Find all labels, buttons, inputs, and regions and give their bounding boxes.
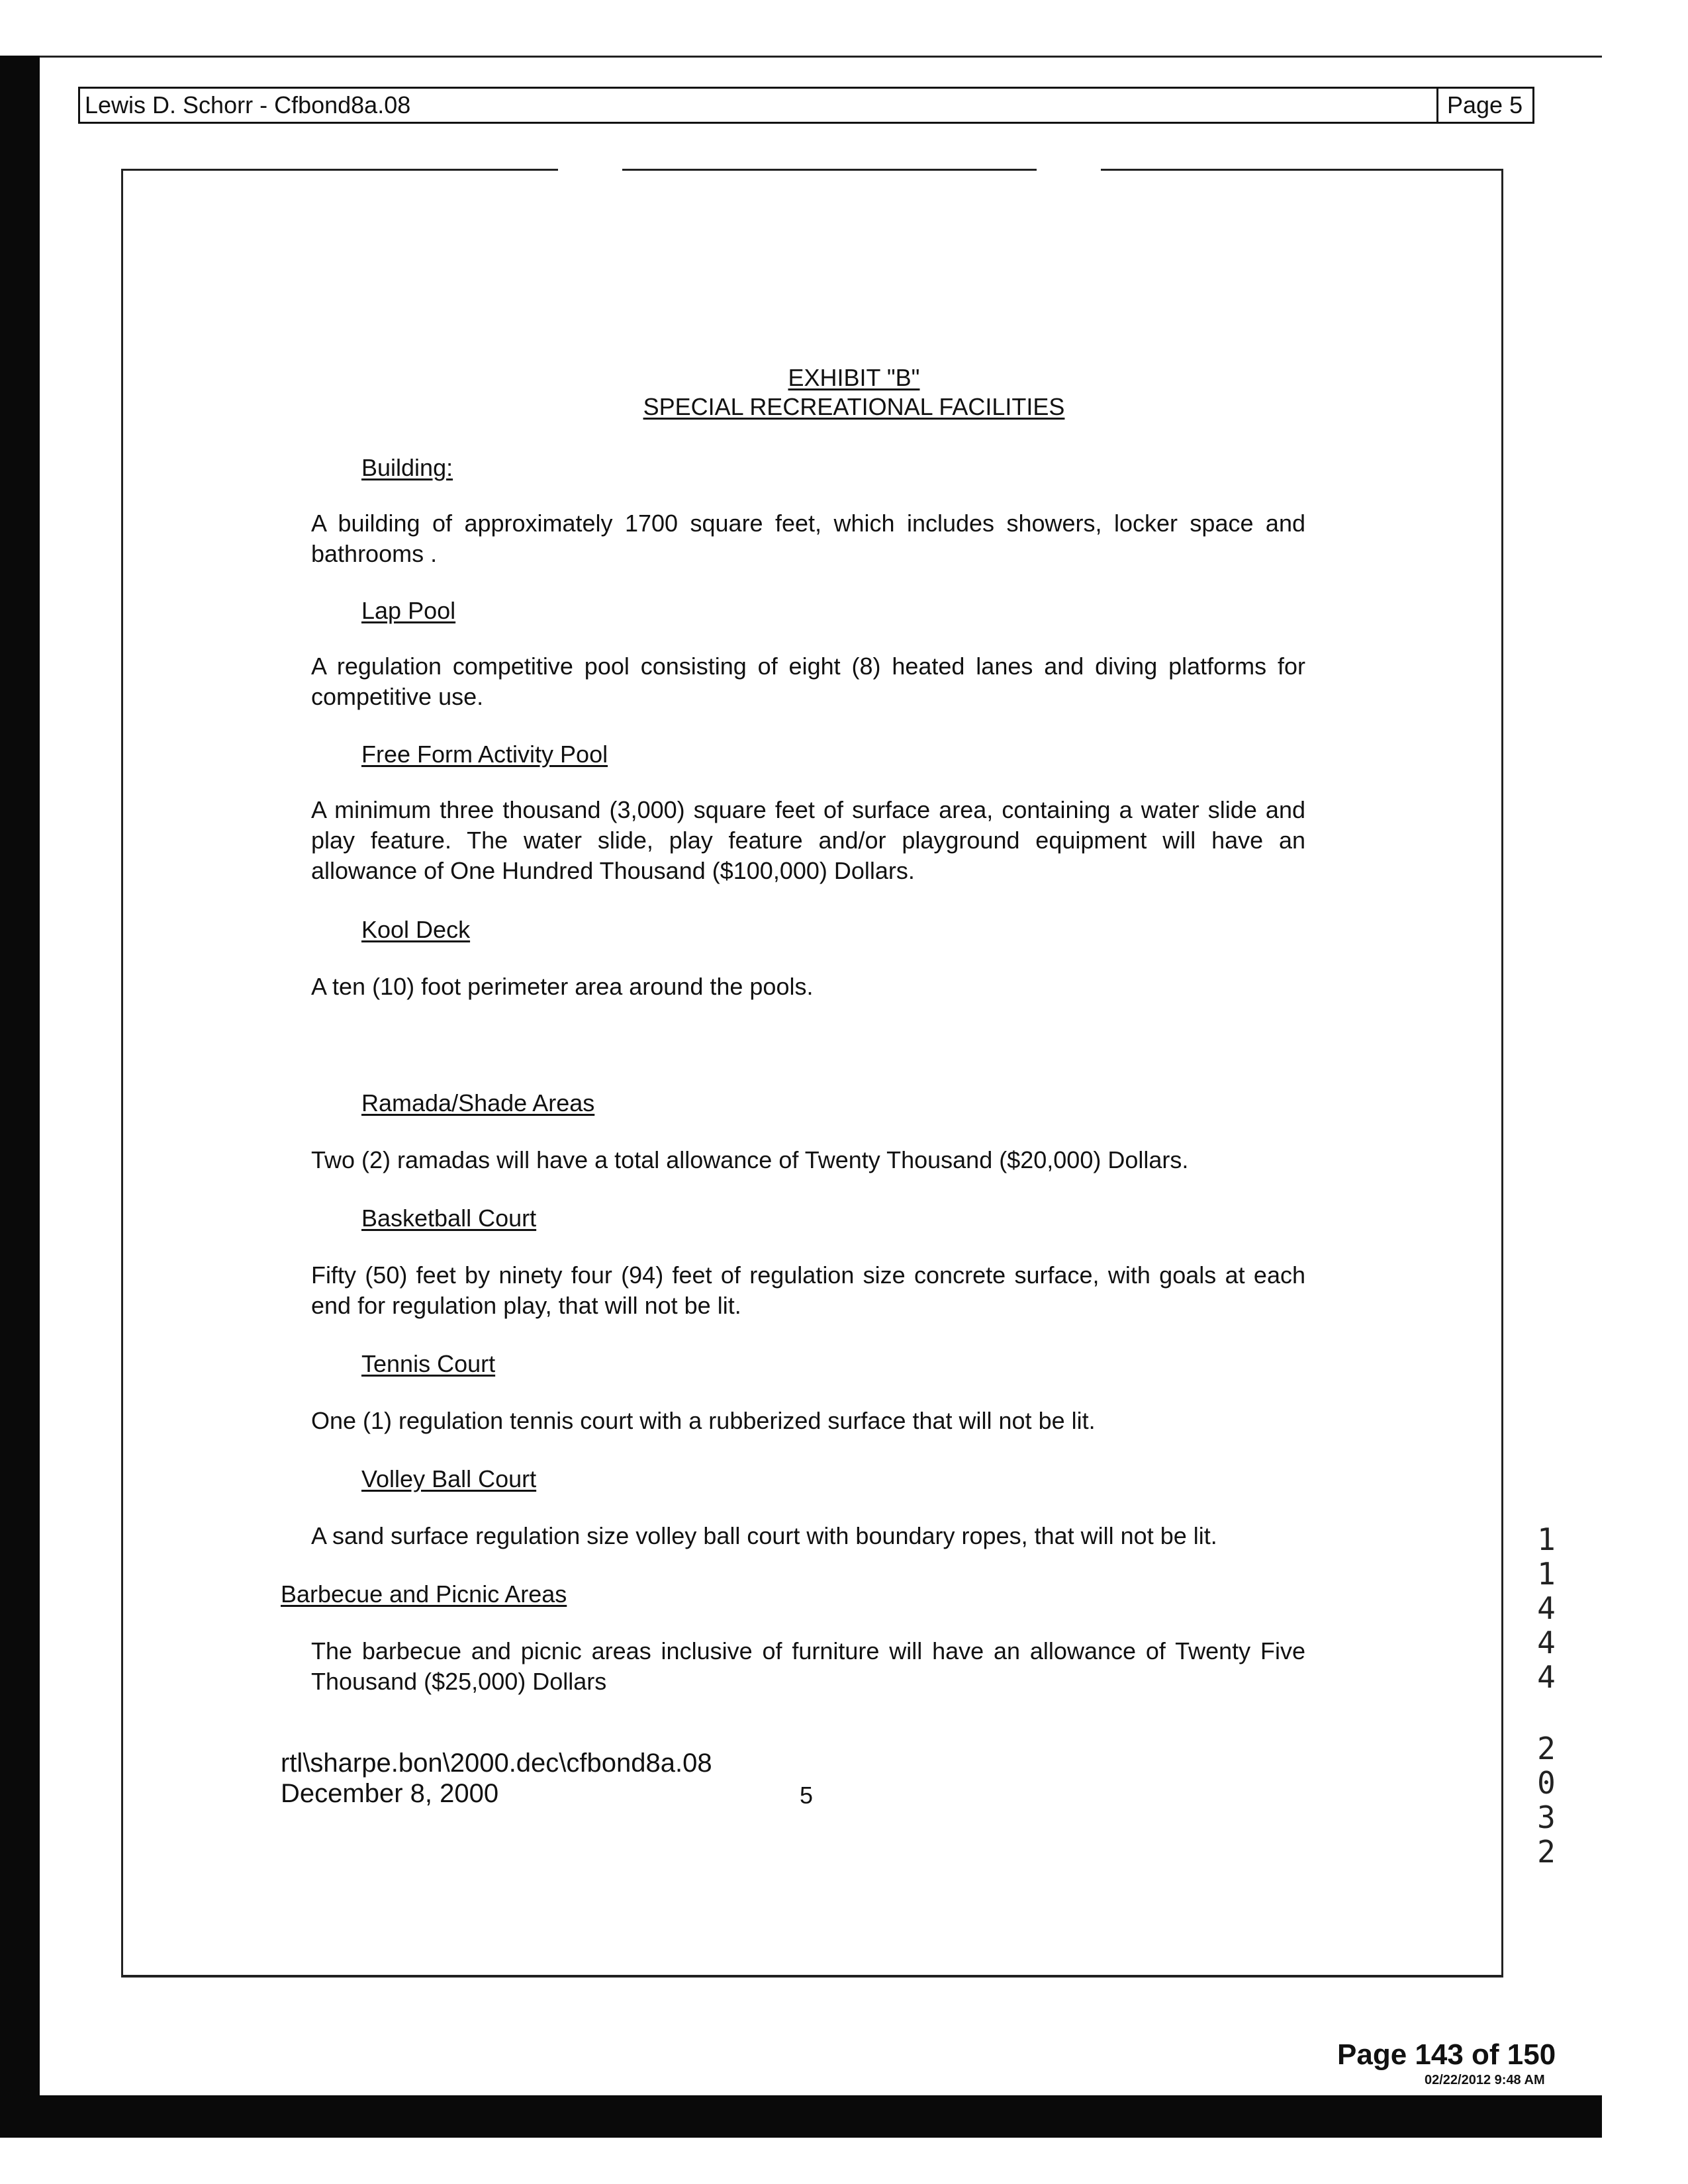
- exhibit-title: EXHIBIT "B": [788, 364, 920, 391]
- section-body-ramada: Two (2) ramadas will have a total allowance of Twenty Thousand ($20,000) Dollars.: [311, 1146, 1189, 1173]
- margin-digit: 2: [1537, 1834, 1556, 1870]
- scan-timestamp: 02/22/2012 9:48 AM: [1425, 2073, 1545, 2087]
- frame-top-segment: [1101, 169, 1503, 171]
- section-heading-lap-pool: Lap Pool: [361, 597, 456, 624]
- section-body-basketball: Fifty (50) feet by ninety four (94) feet of regulation size concrete surface, with goals at each end for regulation play, that will not be lit.: [311, 1261, 1305, 1319]
- section-heading-basketball: Basketball Court: [361, 1205, 537, 1232]
- section-heading-kool-deck: Kool Deck: [361, 916, 471, 943]
- section-body-lap-pool: A regulation competitive pool consisting of eight (8) heated lanes and diving platforms for competitive use.: [311, 653, 1305, 710]
- section-heading-volleyball: Volley Ball Court: [361, 1465, 537, 1492]
- margin-digit: 4: [1537, 1659, 1556, 1695]
- section-heading-barbecue: Barbecue and Picnic Areas: [281, 1580, 567, 1608]
- exhibit-subtitle: SPECIAL RECREATIONAL FACILITIES: [643, 393, 1065, 420]
- margin-number: [1533, 1522, 1560, 1869]
- section-heading-tennis: Tennis Court: [361, 1350, 496, 1377]
- header-document-name: Lewis D. Schorr - Cfbond8a.08: [85, 91, 411, 118]
- section-heading-ramada: Ramada/Shade Areas: [361, 1089, 595, 1116]
- margin-digit: 1: [1537, 1522, 1556, 1557]
- scan-border-left: [0, 56, 40, 2138]
- margin-digit: 4: [1537, 1625, 1556, 1661]
- frame-right: [1501, 169, 1503, 1977]
- footer-date: December 8, 2000: [281, 1779, 499, 1808]
- margin-digit: 2: [1537, 1731, 1556, 1766]
- margin-gap: [1533, 1694, 1560, 1731]
- section-body-barbecue: The barbecue and picnic areas inclusive of furniture will have an allowance of Twenty Five Thousand ($25,000) Dollars: [311, 1637, 1305, 1695]
- section-heading-free-form-pool: Free Form Activity Pool: [361, 741, 608, 768]
- frame-top-segment: [121, 169, 558, 171]
- scan-page-count: Page 143 of 150: [1337, 2038, 1556, 2071]
- scan-border-bottom: [40, 2095, 1602, 2138]
- margin-digit: 3: [1537, 1799, 1556, 1835]
- footer-file-path: rtl\sharpe.bon\2000.dec\cfbond8a.08: [281, 1749, 712, 1778]
- section-body-free-form-pool: A minimum three thousand (3,000) square feet of surface area, containing a water slide and play feature. The water slide, play feature and/or playground equipment will have an allowance of One Hundred Thousand ($100,000) Dollars.: [311, 796, 1305, 884]
- header-page-label: Page 5: [1447, 91, 1523, 118]
- frame-top-segment: [622, 169, 1037, 171]
- section-heading-building: Building:: [361, 454, 453, 481]
- frame-bottom: [121, 1975, 1503, 1978]
- frame-left: [121, 169, 123, 1977]
- margin-digit: 0: [1537, 1765, 1556, 1801]
- margin-digit: 4: [1537, 1590, 1556, 1626]
- section-body-kool-deck: A ten (10) foot perimeter area around the pools.: [311, 973, 814, 1000]
- margin-digit: 1: [1537, 1556, 1556, 1592]
- section-body-building: A building of approximately 1700 square feet, which includes showers, locker space and bathrooms .: [311, 510, 1305, 567]
- section-body-tennis: One (1) regulation tennis court with a rubberized surface that will not be lit.: [311, 1407, 1096, 1434]
- scan-border-top: [40, 56, 1602, 58]
- section-body-volleyball: A sand surface regulation size volley ball court with boundary ropes, that will not be lit.: [311, 1522, 1217, 1549]
- footer-page-number: 5: [800, 1782, 814, 1809]
- header-divider: [1436, 87, 1438, 124]
